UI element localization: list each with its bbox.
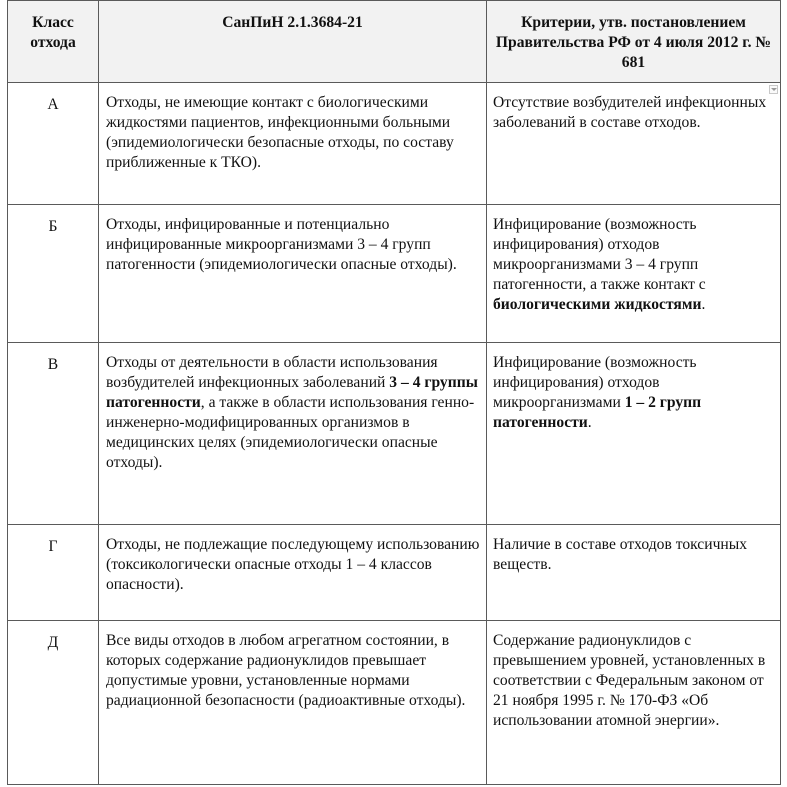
waste-class-table bbox=[7, 0, 781, 785]
criteria-text: Отсутствие возбудителей инфекционных заболеваний в составе отходов. bbox=[493, 94, 767, 131]
criteria-bold-text: 1 – 2 групп патогенности bbox=[493, 394, 702, 431]
table-row-class-g bbox=[8, 525, 781, 621]
criteria-cell: Содержание радионуклидов с превышением уровней, установленных в соответствии с Федеральным законом от 21 ноября 1995 г. № 170-ФЗ «Об использовании атомной энергии». bbox=[487, 621, 781, 785]
class-cell: Б bbox=[8, 205, 99, 343]
criteria-cell: Наличие в составе отходов токсичных веществ. bbox=[487, 525, 781, 621]
description-text-end: , а также в области использования генно-инженерно-модифицированных организмов в медицинских целях (эпидемиологически опасные отходы). bbox=[106, 394, 475, 471]
class-cell: В bbox=[8, 343, 99, 525]
sanpin-description-cell: Отходы, не подлежащие последующему использованию (токсикологически опасные отходы 1 – 4 классов опасности). bbox=[99, 525, 487, 621]
table-row-class-v bbox=[8, 343, 781, 525]
class-cell: Г bbox=[8, 525, 99, 621]
criteria-text: Инфицирование (возможность инфицирования) отходов микроорганизмами bbox=[493, 354, 697, 411]
table-row-class-a bbox=[8, 83, 781, 205]
header-waste-class: Класс отхода bbox=[8, 1, 99, 83]
description-bold-text: 3 – 4 группы патогенности bbox=[106, 374, 478, 411]
table-header-row bbox=[8, 1, 781, 83]
criteria-cell bbox=[487, 343, 781, 525]
criteria-text-end: . bbox=[701, 296, 706, 313]
criteria-text-end: . bbox=[587, 414, 592, 431]
dropdown-marker-icon[interactable] bbox=[769, 85, 778, 94]
header-criteria: Критерии, утв. постановлением Правительства РФ от 4 июля 2012 г. № 681 bbox=[487, 1, 781, 83]
table-row-class-d bbox=[8, 621, 781, 785]
sanpin-description-cell bbox=[99, 343, 487, 525]
class-cell: А bbox=[8, 83, 99, 205]
sanpin-description-cell: Отходы, не имеющие контакт с биологическими жидкостями пациентов, инфекционными больными (эпидемиологически безопасные отходы, по составу приближенные к ТКО). bbox=[99, 83, 487, 205]
table-row-class-b bbox=[8, 205, 781, 343]
sanpin-description-cell: Отходы, инфицированные и потенциально инфицированные микроорганизмами 3 – 4 групп патогенности (эпидемиологически опасные отходы). bbox=[99, 205, 487, 343]
class-cell: Д bbox=[8, 621, 99, 785]
header-sanpin: СанПиН 2.1.3684-21 bbox=[99, 1, 487, 83]
sanpin-description-cell: Все виды отходов в любом агрегатном состоянии, в которых содержание радионуклидов превышает допустимые уровни, установленные нормами радиационной безопасности (радиоактивные отходы). bbox=[99, 621, 487, 785]
criteria-cell bbox=[487, 83, 781, 205]
description-text: Отходы от деятельности в области использования возбудителей инфекционных заболеваний bbox=[106, 354, 438, 391]
criteria-bold-text: биологическими жидкостями bbox=[493, 296, 702, 313]
criteria-text: Инфицирование (возможность инфицирования) отходов микроорганизмами 3 – 4 групп патогенности, а также контакт с bbox=[493, 216, 706, 293]
criteria-cell bbox=[487, 205, 781, 343]
